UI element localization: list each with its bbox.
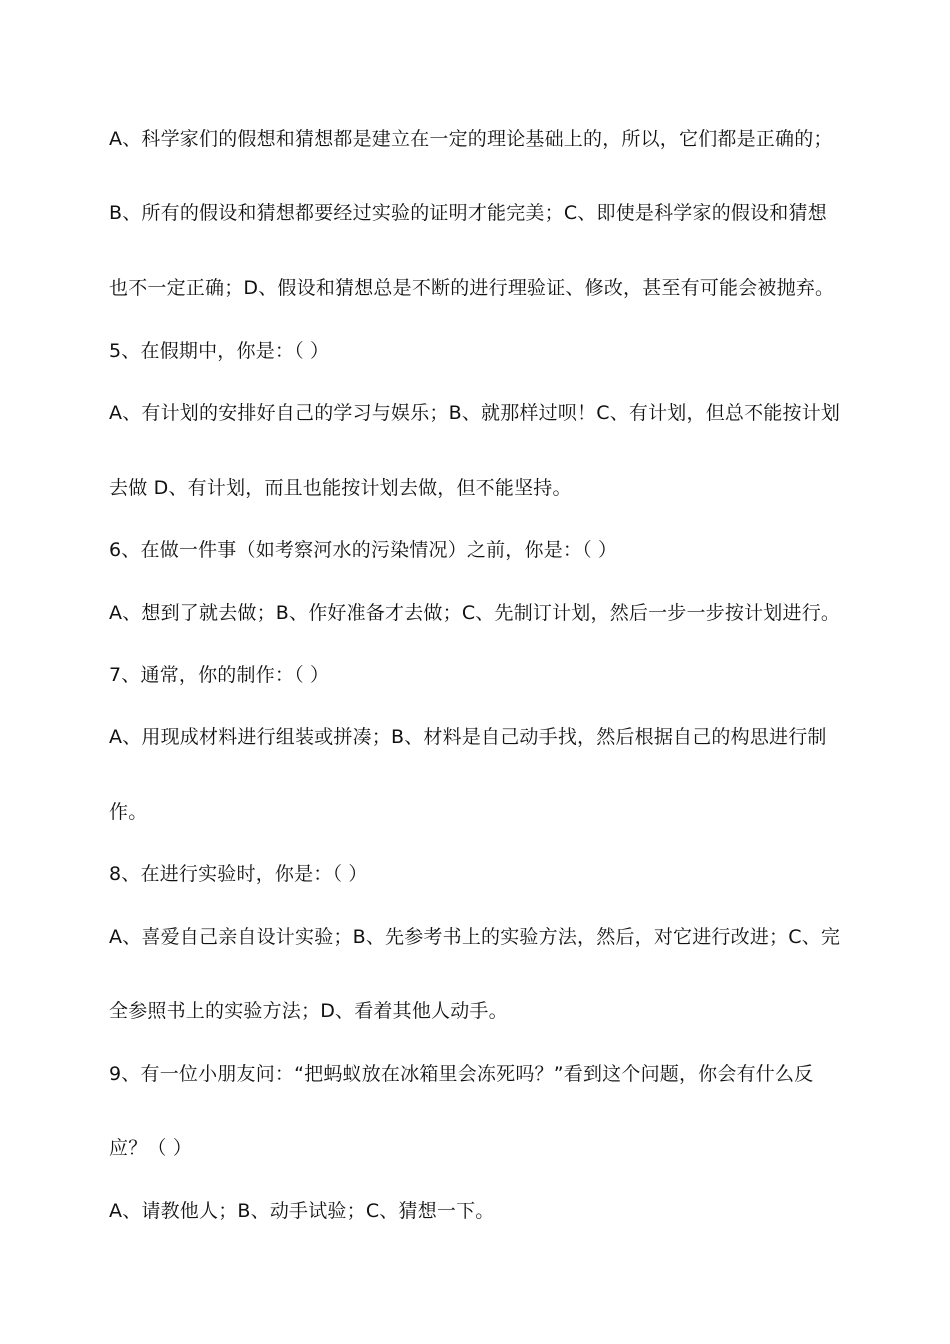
question-7: 7、通常，你的制作：（ ） [109, 664, 330, 686]
question-9-end: 应？（ ） [109, 1137, 193, 1159]
option-line-q8-cd: 全参照书上的实验方法；D、看着其他人动手。 [109, 1000, 508, 1022]
option-line-q6: A、想到了就去做；B、作好准备才去做；C、先制订计划，然后一步一步按计划进行。 [109, 602, 841, 624]
option-line-q7-end: 作。 [109, 801, 148, 823]
question-9: 9、有一位小朋友问：“把蚂蚁放在冰箱里会冻死吗？”看到这个问题，你会有什么反 [109, 1063, 814, 1085]
option-line-q5-abc: A、有计划的安排好自己的学习与娱乐；B、就那样过呗！C、有计划，但总不能按计划 [109, 402, 841, 424]
question-5: 5、在假期中，你是：（ ） [109, 340, 330, 362]
option-line-q7-ab: A、用现成材料进行组装或拼凑；B、材料是自己动手找，然后根据自己的构思进行制 [109, 726, 827, 748]
option-line-q9: A、请教他人；B、动手试验；C、猜想一下。 [109, 1200, 495, 1222]
option-line-q4-bc: B、所有的假设和猜想都要经过实验的证明才能完美；C、即使是科学家的假设和猜想 [109, 202, 827, 224]
question-6: 6、在做一件事（如考察河水的污染情况）之前，你是：（ ） [109, 539, 618, 561]
option-line-q8-abc: A、喜爱自己亲自设计实验；B、先参考书上的实验方法，然后，对它进行改进；C、完 [109, 926, 841, 948]
option-line-q5-cd: 去做 D、有计划，而且也能按计划去做，但不能坚持。 [109, 477, 572, 499]
question-8: 8、在进行实验时，你是：（ ） [109, 863, 368, 885]
option-line-q4-cd: 也不一定正确；D、假设和猜想总是不断的进行理验证、修改，甚至有可能会被抛弃。 [109, 277, 835, 299]
option-line-q4-a: A、科学家们的假想和猜想都是建立在一定的理论基础上的，所以，它们都是正确的； [109, 128, 833, 150]
